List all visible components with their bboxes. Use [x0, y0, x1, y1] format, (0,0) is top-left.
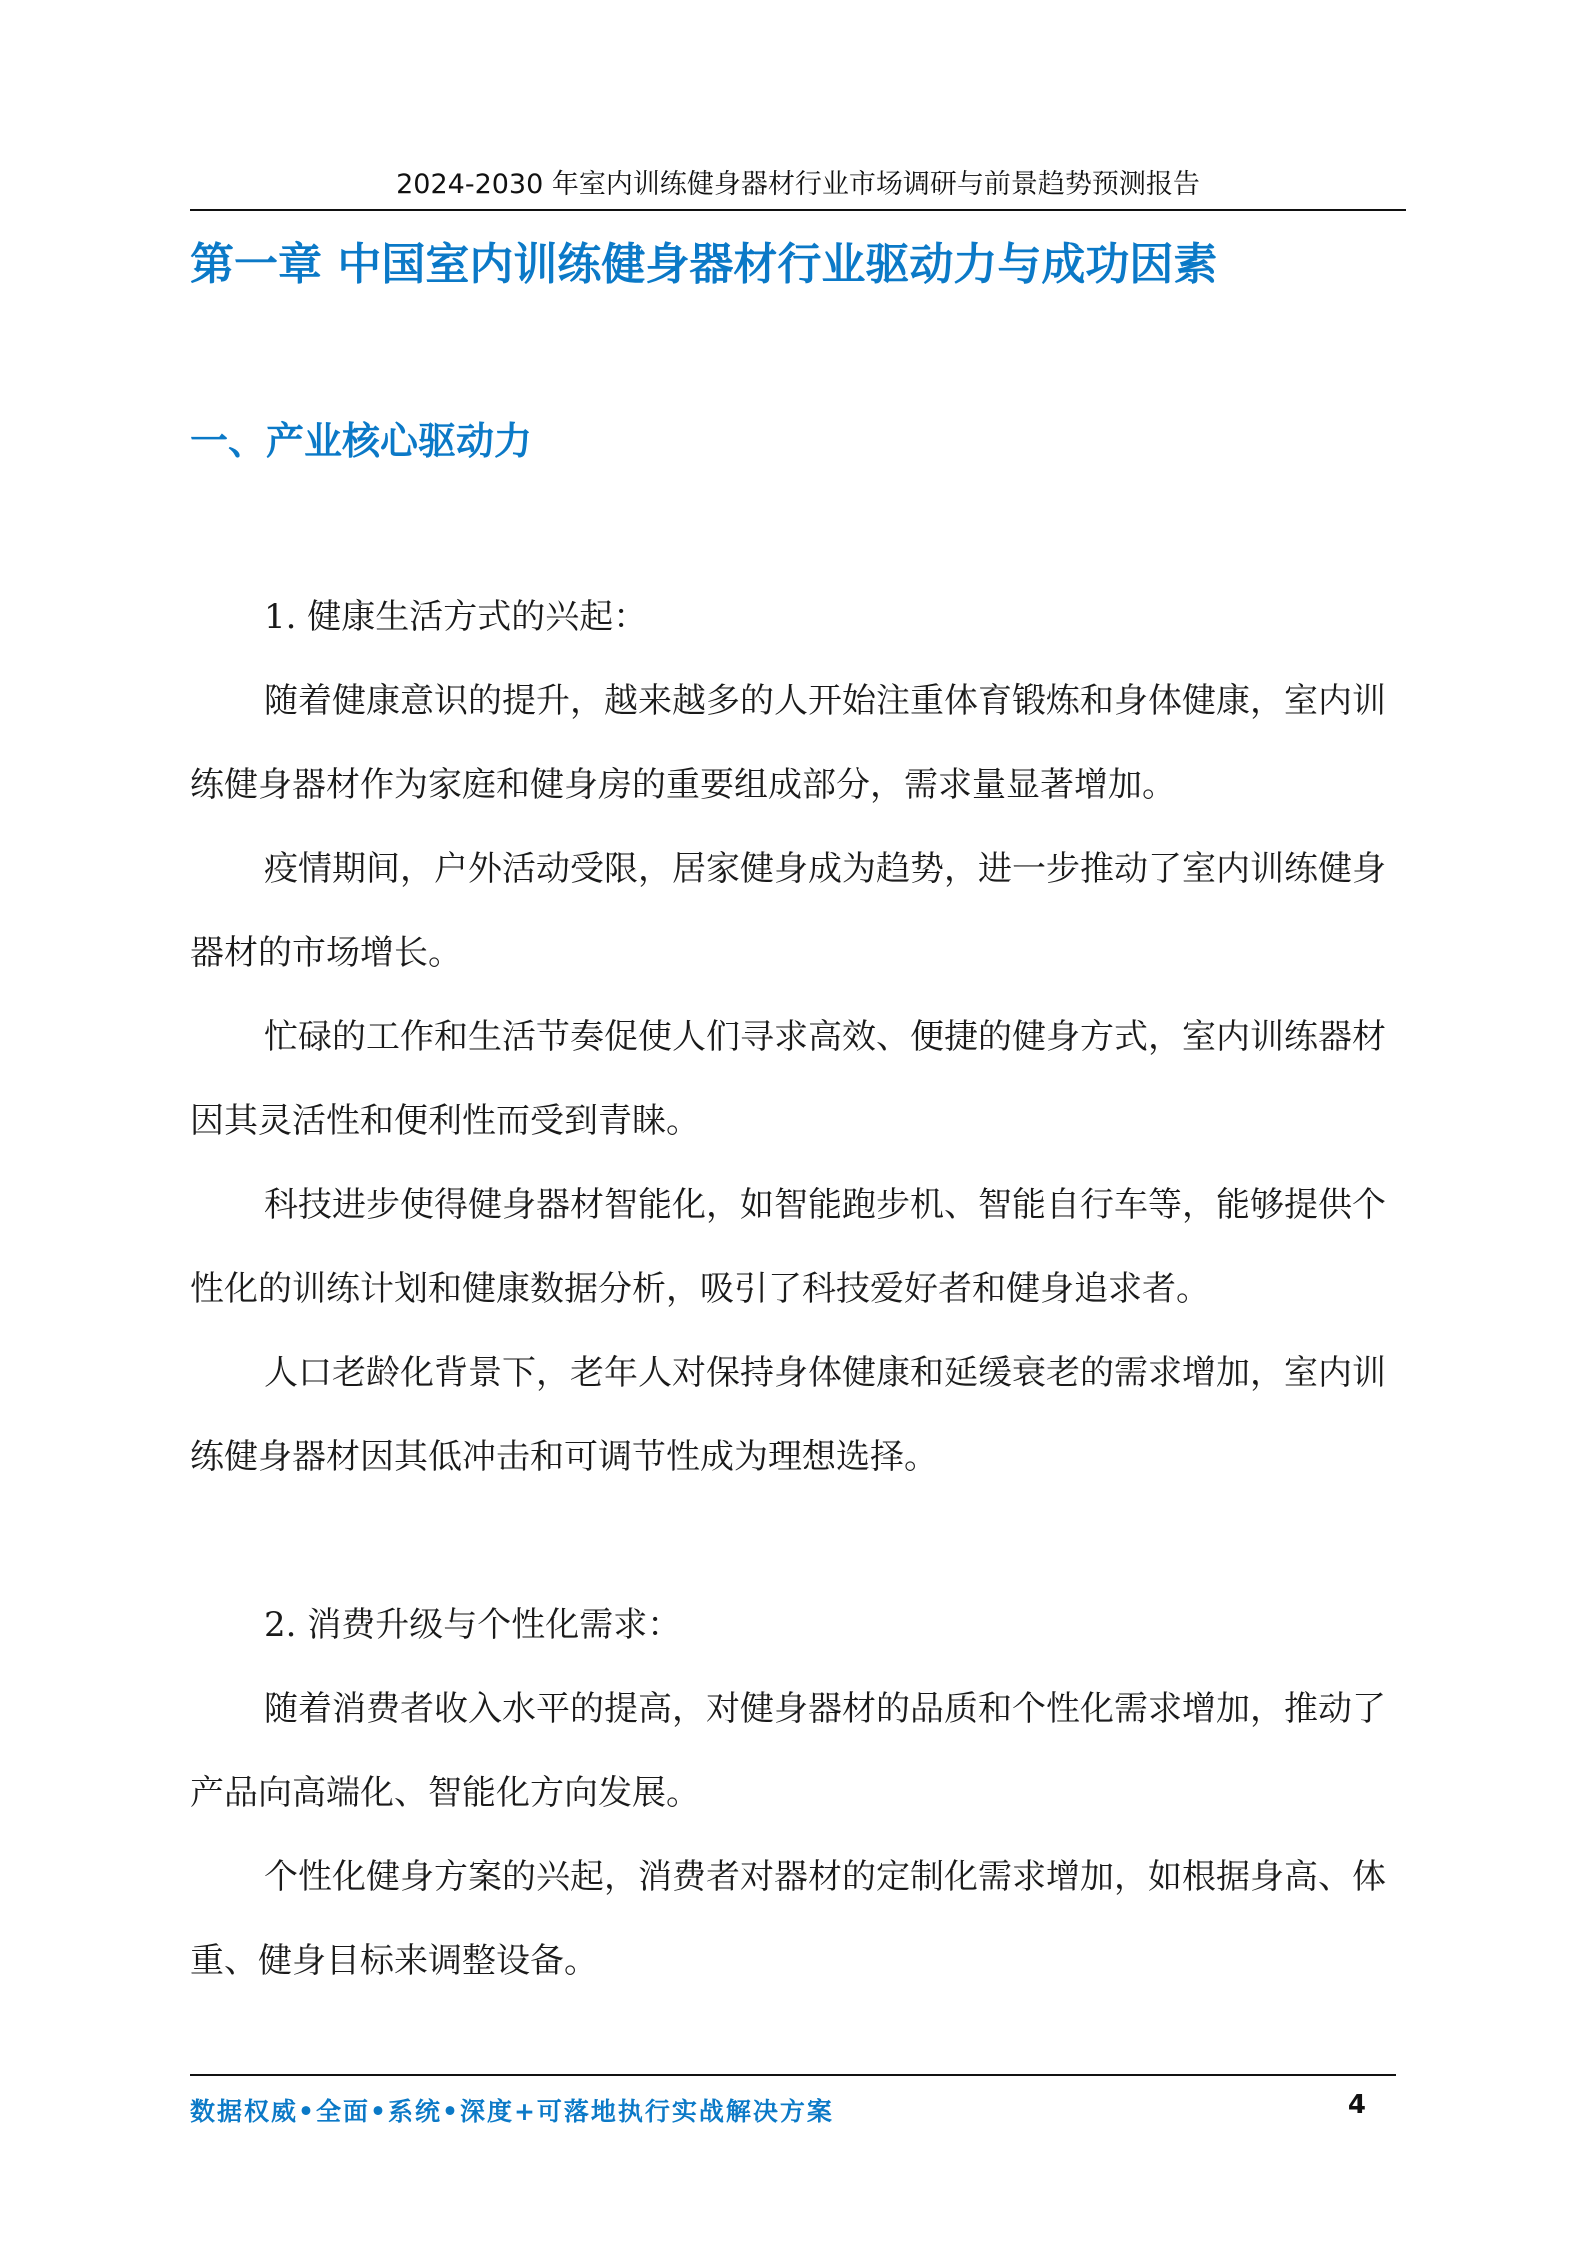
paragraph: 疫情期间，户外活动受限，居家健身成为趋势，进一步推动了室内训练健身器材的市场增长。: [190, 849, 1386, 973]
paragraph: 人口老龄化背景下，老年人对保持身体健康和延缓衰老的需求增加，室内训练健身器材因其低冲击和可调节性成为理想选择。: [190, 1353, 1386, 1477]
header-divider: [190, 209, 1406, 211]
paragraph: 科技进步使得健身器材智能化，如智能跑步机、智能自行车等，能够提供个性化的训练计划和健康数据分析，吸引了科技爱好者和健身追求者。: [190, 1185, 1386, 1309]
paragraph: 随着健康意识的提升，越来越多的人开始注重体育锻炼和身体健康，室内训练健身器材作为家庭和健身房的重要组成部分，需求量显著增加。: [190, 681, 1386, 805]
paragraph: 忙碌的工作和生活节奏促使人们寻求高效、便捷的健身方式，室内训练器材因其灵活性和便利性而受到青睐。: [190, 1017, 1386, 1141]
chapter-title: 第一章 中国室内训练健身器材行业驱动力与成功因素: [190, 239, 1218, 290]
report-header-title: 2024-2030 年室内训练健身器材行业市场调研与前景趋势预测报告: [396, 169, 1200, 200]
section-title: 一、产业核心驱动力: [190, 419, 533, 463]
footer-slogan: 数据权威•全面•系统•深度+可落地执行实战解决方案: [190, 2097, 834, 2126]
item-heading: 2. 消费升级与个性化需求：: [264, 1605, 682, 1645]
item-heading: 1. 健康生活方式的兴起：: [264, 597, 648, 637]
body-content: [190, 575, 1406, 2003]
paragraph: 随着消费者收入水平的提高，对健身器材的品质和个性化需求增加，推动了产品向高端化、智能化方向发展。: [190, 1689, 1386, 1813]
footer-divider: [190, 2074, 1396, 2076]
page-number: 4: [1347, 2090, 1366, 2120]
spacer: [190, 1499, 1406, 1583]
paragraph: 个性化健身方案的兴起，消费者对器材的定制化需求增加，如根据身高、体重、健身目标来调整设备。: [190, 1857, 1386, 1981]
